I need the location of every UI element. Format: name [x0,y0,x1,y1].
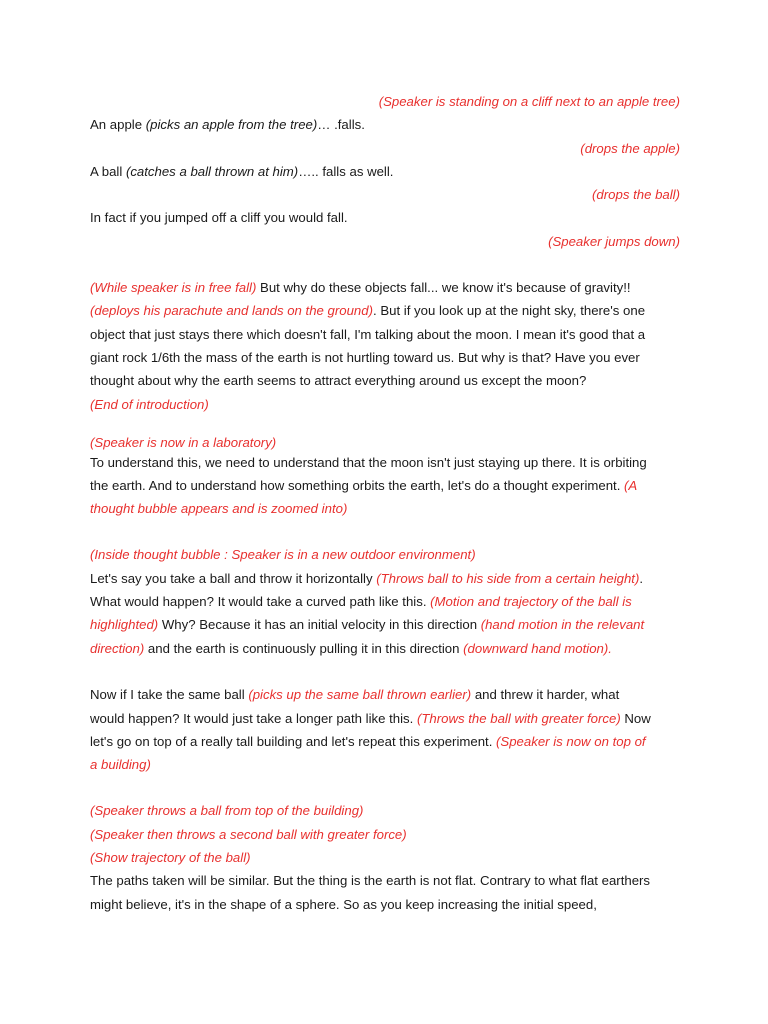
dialogue-text: the earth. And to understand how something orbits the earth, let's do a thought experiment. [90,478,625,493]
dialogue-text: But why do these objects fall... we know it's because of gravity!! [256,280,631,295]
stage-direction: (Throws the ball with greater force) [416,711,621,726]
script-line [90,570,680,587]
dialogue-text: and threw it harder, what [471,687,620,702]
script-line [90,686,680,703]
script-line [90,849,680,866]
script-line [90,140,680,157]
stage-direction: (Speaker then throws a second ball with greater force) [90,827,407,842]
dialogue-text: might believe, it's in the shape of a sphere. So as you keep increasing the initial speed, [90,897,597,912]
dialogue-text: . [639,571,644,586]
stage-direction: (Speaker is now on top of [496,734,646,749]
dialogue-text: and the earth is continuously pulling it in this direction [144,641,464,656]
script-line [90,802,680,819]
dialogue-text: thought about why the earth seems to attract everything around us except the moon? [90,373,587,388]
action-aside: (picks an apple from the tree) [145,117,318,132]
stage-direction: a building) [90,757,151,772]
stage-direction: (Speaker is now in a laboratory) [90,435,277,450]
action-aside: (catches a ball thrown at him) [125,164,299,179]
dialogue-text: would happen? It would just take a longer path like this. [90,711,417,726]
stage-direction: (Show trajectory of the ball) [90,850,251,865]
dialogue-text: giant rock 1/6th the mass of the earth is not hurtling toward us. But why is that? Have you ever [90,350,640,365]
script-line [90,896,680,913]
stage-direction: (A [624,478,638,493]
dialogue-text: What would happen? It would take a curved path like this. [90,594,431,609]
stage-direction: (Speaker jumps down) [548,234,680,249]
stage-direction: (Motion and trajectory of the ball is [430,594,632,609]
stage-direction: (drops the apple) [580,141,680,156]
stage-direction: (deploys his parachute and lands on the ground) [90,303,373,318]
dialogue-text: … .falls. [317,117,365,132]
dialogue-text: Now if I take the same ball [90,687,249,702]
script-line [90,116,680,133]
script-line [90,477,680,494]
script-line [90,279,680,296]
dialogue-text: object that just stays there which doesn't fall, I'm talking about the moon. I mean it's good that a [90,327,646,342]
script-line [90,826,680,843]
stage-direction: (drops the ball) [592,187,680,202]
script-line [90,372,680,389]
stage-direction: (hand motion in the relevant [480,617,645,632]
stage-direction: (End of introduction) [90,397,209,412]
stage-direction: (picks up the same ball thrown earlier) [248,687,472,702]
dialogue-text: In fact if you jumped off a cliff you would fall. [90,210,348,225]
dialogue-text: Why? Because it has an initial velocity in this direction [158,617,481,632]
script-line [90,326,680,343]
stage-direction: (While speaker is in free fall) [90,280,257,295]
script-line [90,500,680,517]
script-line [90,546,680,563]
dialogue-text: . But if you look up at the night sky, there's one [373,303,646,318]
dialogue-text: To understand this, we need to understand that the moon isn't just staying up there. It is orbiting [90,455,647,470]
script-line [90,640,680,657]
script-line [90,163,680,180]
script-line [90,756,680,773]
script-line [90,710,680,727]
stage-direction: (downward hand motion). [463,641,612,656]
dialogue-text: let's go on top of a really tall building and let's repeat this experiment. [90,734,497,749]
script-line [90,302,680,319]
script-line [90,454,680,471]
script-line [90,233,680,250]
stage-direction: (Inside thought bubble : Speaker is in a new outdoor environment) [90,547,476,562]
script-line [90,593,680,610]
script-line [90,396,680,413]
script-line [90,349,680,366]
script-line [90,186,680,203]
dialogue-text: An apple [90,117,146,132]
stage-direction: (Speaker throws a ball from top of the building) [90,803,364,818]
stage-direction: highlighted) [90,617,159,632]
script-line [90,616,680,633]
stage-direction: (Throws ball to his side from a certain height) [376,571,640,586]
dialogue-text: Now [620,711,651,726]
stage-direction: direction) [90,641,145,656]
script-line [90,93,680,110]
script-line [90,434,680,451]
script-line [90,733,680,750]
dialogue-text: ….. falls as well. [298,164,394,179]
dialogue-text: The paths taken will be similar. But the thing is the earth is not flat. Contrary to what flat earthers [90,873,651,888]
dialogue-text: Let's say you take a ball and throw it horizontally [90,571,377,586]
stage-direction: thought bubble appears and is zoomed into) [90,501,348,516]
script-line [90,872,680,889]
script-line [90,209,680,226]
dialogue-text: A ball [90,164,126,179]
stage-direction: (Speaker is standing on a cliff next to an apple tree) [378,94,680,109]
